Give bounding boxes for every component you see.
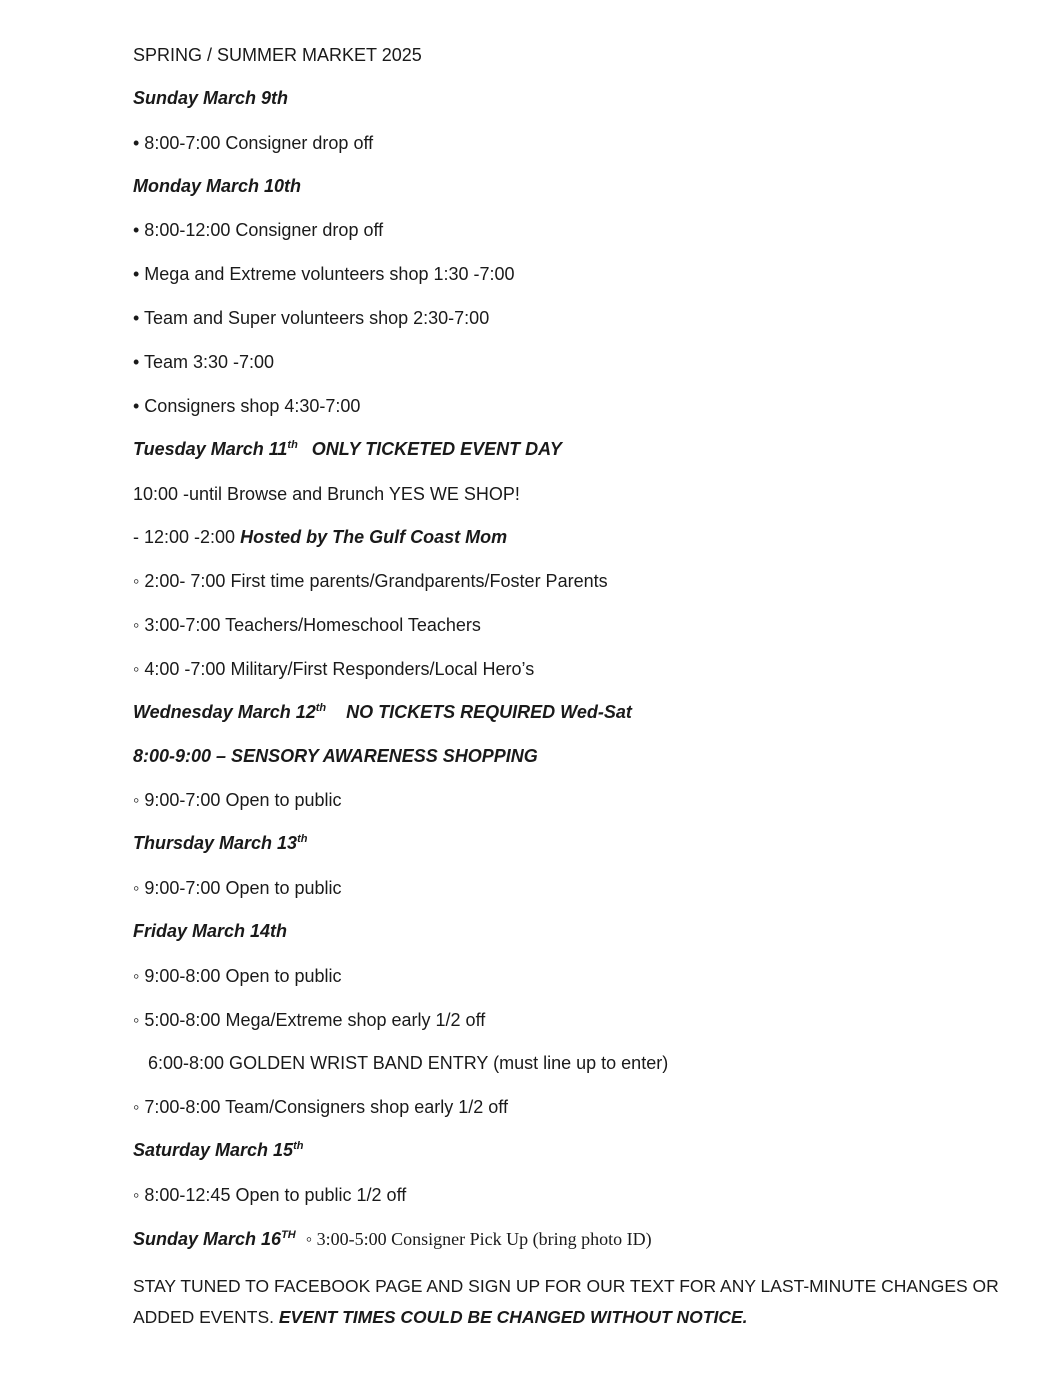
item-text: - 12:00 -2:00 xyxy=(133,527,241,547)
sensory-shopping-heading: 8:00-9:00 – SENSORY AWARENESS SHOPPING xyxy=(133,746,538,766)
heading-wednesday-march-12 xyxy=(133,701,632,723)
list-item: ◦ 3:00-7:00 Teachers/Homeschool Teachers xyxy=(133,615,481,635)
list-item: ◦ 8:00-12:45 Open to public 1/2 off xyxy=(133,1185,407,1205)
list-item: ◦ 5:00-8:00 Mega/Extreme shop early 1/2 off xyxy=(133,1010,486,1030)
heading-day: Thursday March 13 xyxy=(133,833,298,853)
heading-friday-march-14: Friday March 14th xyxy=(133,921,288,941)
footer-warning: EVENT TIMES COULD BE CHANGED WITHOUT NOTICE. xyxy=(278,1307,748,1327)
heading-note: NO TICKETS REQUIRED Wed-Sat xyxy=(346,702,632,722)
list-item: ◦ 9:00-7:00 Open to public xyxy=(133,790,342,810)
heading-day: Saturday March 15 xyxy=(133,1140,294,1160)
heading-tuesday-march-11 xyxy=(133,438,562,460)
heading-saturday-march-15 xyxy=(133,1139,303,1161)
list-item: • Team 3:30 -7:00 xyxy=(133,352,275,372)
host-name: Hosted by The Gulf Coast Mom xyxy=(240,527,508,547)
list-item: ◦ 9:00-7:00 Open to public xyxy=(133,878,342,898)
ordinal-suffix: th xyxy=(293,1140,304,1152)
heading-monday-march-10: Monday March 10th xyxy=(133,176,302,196)
list-item: ◦ 9:00-8:00 Open to public xyxy=(133,966,342,986)
heading-sunday-march-16 xyxy=(133,1228,652,1250)
pickup-item: ◦ 3:00-5:00 Consigner Pick Up (bring photo ID) xyxy=(305,1229,652,1249)
heading-day: Tuesday March 11 xyxy=(133,439,288,459)
ordinal-suffix: th xyxy=(297,833,308,845)
ordinal-suffix: th xyxy=(287,439,298,451)
list-item xyxy=(133,526,507,548)
list-item: • Mega and Extreme volunteers shop 1:30 -7:00 xyxy=(133,264,515,284)
heading-day: Sunday March 16 xyxy=(133,1229,282,1249)
list-item: • 8:00-12:00 Consigner drop off xyxy=(133,220,384,240)
list-item: 10:00 -until Browse and Brunch YES WE SHOP! xyxy=(133,484,520,504)
list-item: • Consigners shop 4:30-7:00 xyxy=(133,396,361,416)
list-item: ◦ 7:00-8:00 Team/Consigners shop early 1/2 off xyxy=(133,1097,508,1117)
document-title: SPRING / SUMMER MARKET 2025 xyxy=(133,45,422,65)
footer-notice xyxy=(133,1271,1048,1333)
list-item: • Team and Super volunteers shop 2:30-7:00 xyxy=(133,308,490,328)
list-item: ◦ 4:00 -7:00 Military/First Responders/Local Hero’s xyxy=(133,659,535,679)
heading-note: ONLY TICKETED EVENT DAY xyxy=(311,439,562,459)
list-item: • 8:00-7:00 Consigner drop off xyxy=(133,133,374,153)
ordinal-suffix: TH xyxy=(281,1229,296,1241)
list-item: ◦ 2:00- 7:00 First time parents/Grandparents/Foster Parents xyxy=(133,571,608,591)
heading-day: Wednesday March 12 xyxy=(133,702,316,722)
ordinal-suffix: th xyxy=(315,702,327,714)
footer-text: STAY TUNED TO FACEBOOK PAGE AND SIGN UP FOR OUR TEXT FOR ANY LAST-MINUTE CHANGES OR ADDED EVENTS. xyxy=(133,1276,999,1327)
list-item: 6:00-8:00 GOLDEN WRIST BAND ENTRY (must line up to enter) xyxy=(148,1053,669,1073)
heading-thursday-march-13 xyxy=(133,832,307,854)
heading-sunday-march-9: Sunday March 9th xyxy=(133,88,289,108)
